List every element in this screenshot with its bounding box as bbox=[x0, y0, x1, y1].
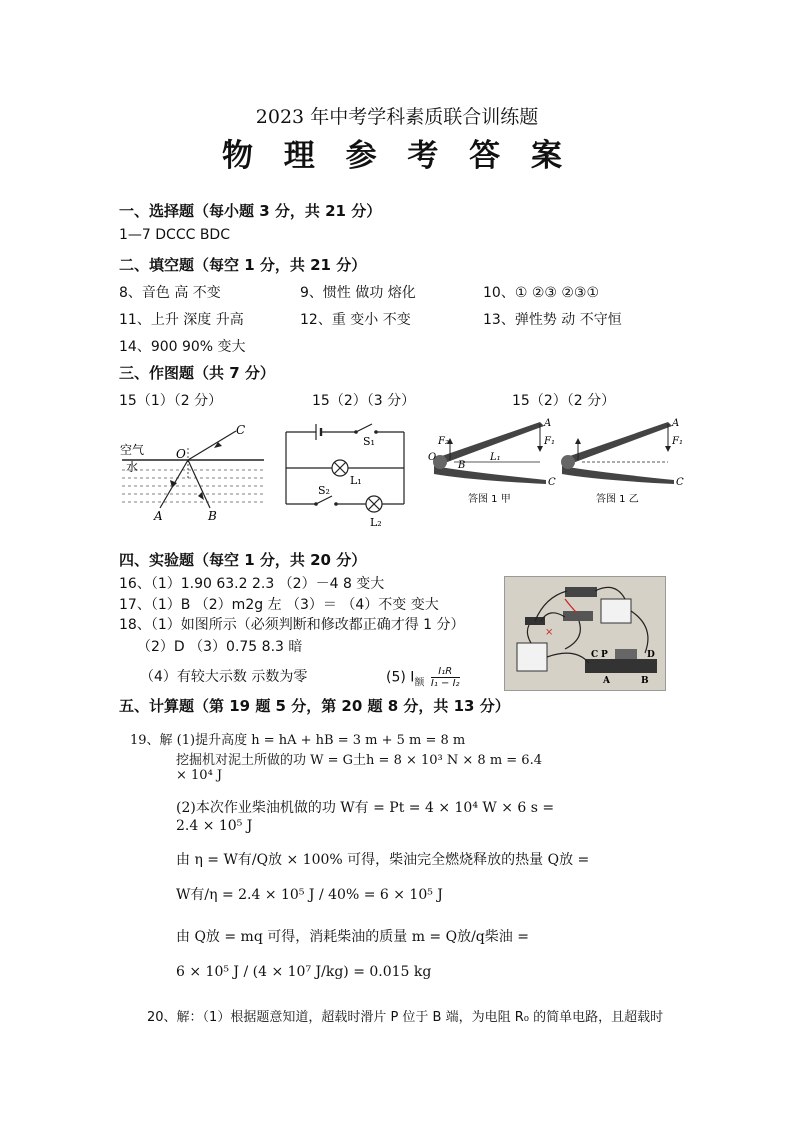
point-c-label: C bbox=[548, 477, 556, 488]
force-f2-label: F₂ bbox=[438, 436, 449, 447]
solution-19-line9: 6 × 10⁵ J / (4 × 10⁷ J/kg) = 0.015 kg bbox=[176, 964, 432, 980]
answer-q18-1: 18、（1）如图所示（必须判断和修改都正确才得 1 分） bbox=[119, 617, 465, 633]
answer-q18-5: (5) $I_额$ $\frac{\text{I₁R}}{\text{I₁ − I₂}}$ bbox=[386, 666, 460, 689]
solution-19-line4: (2)本次作业柴油机做的功 W有 = Pt = 4 × 10⁴ W × 6 s = bbox=[176, 800, 555, 816]
switch-s2-label: S₂ bbox=[318, 484, 330, 497]
point-o-label: O bbox=[176, 447, 186, 461]
point-b-label: B bbox=[208, 509, 217, 523]
section-heading-fill: 二、填空题（每空 1 分，共 21 分） bbox=[119, 256, 367, 274]
solution-19-line7: W有/η = 2.4 × 10⁵ J / 40% = 6 × 10⁵ J bbox=[176, 887, 443, 903]
photo-label-b: B bbox=[641, 676, 649, 686]
force-f1-label: F₁ bbox=[544, 436, 555, 447]
photo-label-d: D bbox=[647, 650, 655, 660]
answer-q17: 17、（1）B （2）m2g 左 （3）＝ （4）不变 变大 bbox=[119, 597, 439, 613]
lamp-l1-label: L₁ bbox=[350, 474, 362, 487]
page-title: 物 理 参 考 答 案 bbox=[222, 138, 572, 174]
point-a-label: A bbox=[154, 509, 163, 523]
point-a-label: A bbox=[544, 418, 552, 429]
lever-figure-a bbox=[428, 418, 556, 505]
solution-20-line1: 20、解：（1）根据题意知道，超载时滑片 P 位于 B 端，为电阻 R₀ 的简单电路，且超载时 bbox=[147, 1010, 664, 1025]
svg-text:C: C bbox=[676, 477, 684, 488]
label-15-2a: 15（2）（3 分） bbox=[312, 393, 416, 409]
answer-q9: 9、惯性 做功 熔化 bbox=[300, 285, 416, 301]
answer-q18-2: （2）D （3）0.75 8.3 暗 bbox=[137, 639, 303, 655]
answer-q11: 11、上升 深度 升高 bbox=[119, 312, 244, 328]
answer-q18-4: （4）有较大示数 示数为零 bbox=[140, 669, 308, 685]
svg-text:A: A bbox=[672, 418, 680, 429]
solution-19-line6: 由 η = W有/Q放 × 100% 可得，柴油完全燃烧释放的热量 Q放 = bbox=[176, 852, 590, 868]
lever-figure-b bbox=[561, 418, 684, 505]
photo-label-c: C bbox=[591, 650, 599, 660]
answer-q13: 13、弹性势 动 不守恒 bbox=[483, 312, 622, 328]
lamp-l2-label: L₂ bbox=[370, 516, 382, 529]
water-label: 水 bbox=[126, 460, 139, 474]
arm-l1-label: L₁ bbox=[490, 452, 501, 463]
section-heading-choice: 一、选择题（每小题 3 分，共 21 分） bbox=[119, 202, 382, 220]
section-heading-drawing: 三、作图题（共 7 分） bbox=[119, 364, 275, 382]
exam-title: 2023 年中考学科素质联合训练题 bbox=[255, 106, 539, 128]
label-15-1: 15（1）（2 分） bbox=[119, 393, 223, 409]
refraction-diagram bbox=[118, 418, 268, 523]
photo-label-a: A bbox=[603, 676, 610, 686]
answer-q14: 14、900 90% 变大 bbox=[119, 339, 246, 355]
answer-q12: 12、重 变小 不变 bbox=[300, 312, 411, 328]
svg-text:F₁: F₁ bbox=[672, 436, 683, 447]
circuit-diagram bbox=[280, 418, 410, 533]
solution-19-line2: 挖掘机对泥土所做的功 W = G土h = 8 × 10³ N × 8 m = 6.4 bbox=[176, 753, 542, 768]
solution-19-line3: × 10⁴ J bbox=[176, 768, 223, 783]
photo-label-p: P bbox=[601, 650, 608, 660]
answer-q8: 8、音色 高 不变 bbox=[119, 285, 221, 301]
caption-a: 答图 1 甲 bbox=[468, 494, 511, 505]
answer-q16: 16、（1）1.90 63.2 2.3 （2）－4 8 变大 bbox=[119, 576, 385, 592]
point-c-label: C bbox=[236, 423, 246, 437]
circuit-photo bbox=[504, 576, 666, 691]
air-label: 空气 bbox=[120, 443, 145, 457]
label-15-2b: 15（2）（2 分） bbox=[512, 393, 616, 409]
fulcrum-o-label: O bbox=[428, 452, 437, 463]
lever-diagram bbox=[428, 410, 688, 510]
solution-19-line8: 由 Q放 = mq 可得，消耗柴油的质量 m = Q放/q柴油 = bbox=[176, 929, 529, 945]
point-b-label: B bbox=[458, 460, 466, 471]
section-heading-calculation: 五、计算题（第 19 题 5 分，第 20 题 8 分，共 13 分） bbox=[119, 697, 510, 715]
switch-s1-label: S₁ bbox=[363, 435, 375, 448]
caption-b: 答图 1 乙 bbox=[596, 494, 639, 505]
section-heading-experiment: 四、实验题（每空 1 分，共 20 分） bbox=[119, 551, 367, 569]
answer-q10: 10、① ②③ ②③① bbox=[483, 285, 600, 301]
svg-text:×: × bbox=[545, 627, 554, 638]
solution-19-line1: 19、解 (1)提升高度 h = hA + hB = 3 m + 5 m = 8 m bbox=[130, 733, 466, 748]
choice-answers: 1—7 DCCC BDC bbox=[119, 227, 230, 243]
solution-19-line5: 2.4 × 10⁵ J bbox=[176, 818, 253, 834]
